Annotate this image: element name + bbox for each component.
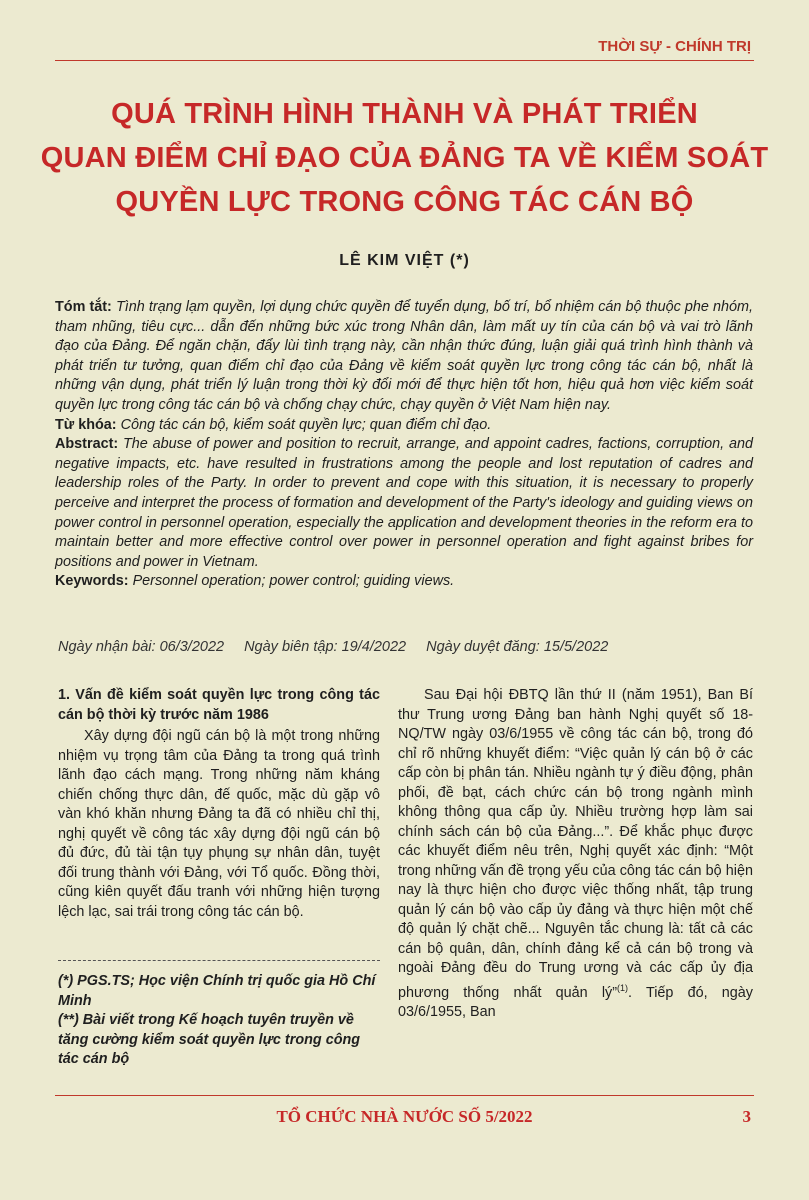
journal-name: TỔ CHỨC NHÀ NƯỚC SỐ 5/2022 <box>276 1107 533 1126</box>
date-edited: Ngày biên tập: 19/4/2022 <box>244 639 407 655</box>
abstract-text: The abuse of power and position to recruit, arrange, and appoint cadres, factions, corruption, and negative impacts, etc. have resulted in frustrations among the people and lost reputation of cadres and leadership roles of the Party. In order to prevent and cope with this situation, it is necessary to properly perceive and interpret the process of formation and development of the Party's ideology and guiding views on power control in personnel operation, especially the application and development theories in the reform era to maintain better and more effective control over power in personnel operation and fight against bribes for positions and power in Vietnam. <box>55 436 753 570</box>
footnote-note: (**) Bài viết trong Kế hoạch tuyên truyền về tăng cường kiểm soát quyền lực trong công tác cán bộ <box>58 1012 361 1067</box>
keywords-en-text: Personnel operation; power control; guiding views. <box>132 573 455 590</box>
body-paragraph: Xây dựng đội ngũ cán bộ là một trong những nhiệm vụ trọng tâm của Đảng ta trong quá trình lãnh đạo cách mạng. Trong những năm kháng chiến chống thực dân, đế quốc, mặc dù gặp vô vàn khó khăn nhưng Đảng ta đã có nhiều chỉ thị, nghị quyết về công tác xây dựng đội ngũ cán bộ đủ đức, đủ tài tận tụy phụng sự nhân dân, tuyệt đối trung thành với Đảng, với Tổ quốc. Đồng thời, cũng kiên quyết đấu tranh với những hiện tượng lệch lạc, sai trái trong công tác cán bộ. <box>58 728 380 920</box>
keywords-vi-text: Công tác cán bộ, kiểm soát quyền lực; quan điểm chỉ đạo. <box>120 416 492 433</box>
header-rule <box>55 60 754 61</box>
right-column <box>398 686 753 1022</box>
abstract-paragraph <box>55 435 753 572</box>
title-line: QUÁ TRÌNH HÌNH THÀNH VÀ PHÁT TRIỂN <box>111 98 698 130</box>
title-line: QUYỀN LỰC TRONG CÔNG TÁC CÁN BỘ <box>115 186 694 218</box>
abstract-block <box>55 298 753 592</box>
summary-text: Tình trạng lạm quyền, lợi dụng chức quyền để tuyển dụng, bố trí, bổ nhiệm cán bộ thuộc phe nhóm, tham nhũng, tiêu cực... dẫn đến những bức xúc trong Nhân dân, làm mất uy tín của cán bộ và vai trò lãnh đạo của Đảng. Để ngăn chặn, đẩy lùi tình trạng này, cần nhận thức đúng, luận giải quá trình hình thành và phát triển tư tưởng, quan điểm chỉ đạo của Đảng về kiểm soát quyền lực trong công tác cán bộ, nhất là những vận dụng, phát triển lý luận trong thời kỳ đổi mới để thực hiện tốt hơn, hiệu quả hơn việc kiểm soát quyền lực trong công tác cán bộ và chống chạy chức, chạy quyền ở Việt Nam hiện nay. <box>55 299 753 413</box>
footnote-divider <box>58 960 380 961</box>
article-dates <box>58 639 758 655</box>
footnotes <box>58 972 380 1070</box>
article-title <box>40 92 769 224</box>
page-number: 3 <box>742 1107 751 1126</box>
date-approved: Ngày duyệt đăng: 15/5/2022 <box>426 639 609 655</box>
footnote-author: (*) PGS.TS; Học viện Chính trị quốc gia Hồ Chí Minh <box>58 973 376 1009</box>
right-para-tail: . Tiếp đó, ngày 03/6/1955, Ban <box>398 984 754 1020</box>
date-received: Ngày nhận bài: 06/3/2022 <box>58 639 225 655</box>
keywords-en-label: Keywords: <box>55 573 129 590</box>
right-para-main: Sau Đại hội ĐBTQ lần thứ II (năm 1951), Ban Bí thư Trung ương Đảng ban hành Nghị quyết số 18-NQ/TW ngày 03/6/1955 về công tác cán bộ, trong đó chỉ rõ những khuyết điểm: “Việc quản lý cán bộ ở các cấp còn bị phân tán. Nhiều ngành tự ý điều động, phân phối, đề bạt, cách chức cán bộ trong ngành mình không thông qua cấp ủy. Nhiều trường hợp làm sai chính sách cán bộ của Đảng...”. Để khắc phục được các khuyết điểm nêu trên, Nghị quyết xác định: “Một trong những vấn đề trọng yếu của công tác cán bộ hiện nay là thực hiện cho được việc thống nhất, tập trung quản lý cán bộ vào cấp ủy đảng và thực hiện một chế độ quản lý chặt chẽ... Nguyên tắc chung là: tất cả các cán bộ quân, dân, chính đảng kể cả cán bộ trong và ngoài Đảng đều do Trung ương và các cấp ủy địa phương thống nhất quản lý” <box>398 687 753 1001</box>
summary-label: Tóm tắt: <box>55 299 112 315</box>
summary-paragraph <box>55 298 753 416</box>
footer-rule <box>55 1095 754 1096</box>
section-tag: THỜI SỰ - CHÍNH TRỊ <box>598 38 751 55</box>
section-heading: 1. Vấn đề kiểm soát quyền lực trong công tác cán bộ thời kỳ trước năm 1986 <box>58 687 380 723</box>
author-name: LÊ KIM VIỆT (*) <box>339 252 470 269</box>
keywords-en-paragraph <box>55 572 753 592</box>
abstract-label: Abstract: <box>55 436 119 453</box>
body-paragraph <box>398 686 753 1022</box>
title-line: QUAN ĐIỂM CHỈ ĐẠO CỦA ĐẢNG TA VỀ KIỂM SOÁT <box>40 142 769 174</box>
keywords-vi-label: Từ khóa: <box>55 416 117 433</box>
left-column <box>58 686 380 922</box>
citation-marker: (1) <box>617 982 629 993</box>
keywords-vi-paragraph <box>55 416 753 436</box>
